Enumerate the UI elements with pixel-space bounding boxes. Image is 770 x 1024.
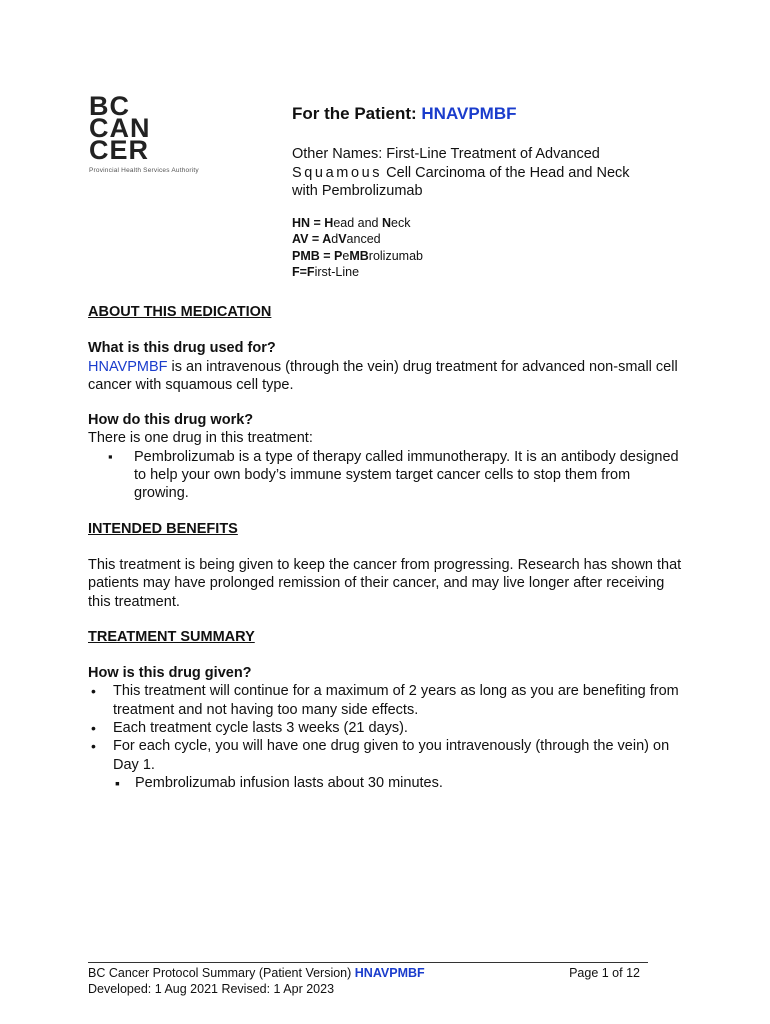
abbreviation-part: rolizumab [368,248,423,263]
section-heading-about: ABOUT THIS MEDICATION [88,304,272,320]
treatment-list [88,682,688,792]
other-names-carcinoma: Cell Carcinoma of the Head and Neck [382,164,630,181]
benefits-text: This treatment is being given to keep the cancer from progressing. Research has shown that patients may have prolonged remission of their cancer, and may live longer after receiving this treatment. [88,556,682,610]
list-item-text: For each cycle, you will have one drug given to you intravenously (through the vein) on Day 1. [113,738,670,773]
document-header [292,103,692,281]
list-item: • Each treatment cycle lasts 3 weeks (21 days). [113,719,688,737]
footer-dates: Developed: 1 Aug 2021 Revised: 1 Apr 2023 [88,981,335,996]
abbreviation-part: HN = H [292,215,334,230]
drug-list [88,448,688,503]
question-how-given: How is this drug given? [88,665,252,682]
question-used-for: What is this drug used for? [88,340,276,357]
abbreviation-part: e [342,248,350,263]
abbreviation-part: PMB = P [292,248,343,263]
footer-protocol-code: HNAVPMBF [354,966,425,980]
logo-line-1: BC [89,91,130,121]
page-title [292,103,692,125]
footer-protocol-prefix: BC Cancer Protocol Summary (Patient Version) [88,966,355,980]
document-body [88,303,688,792]
footer-protocol [88,966,425,982]
section-heading-benefits: INTENDED BENEFITS [88,520,238,537]
abbreviation-part: irst-Line [314,265,360,279]
logo-line-2: CAN [89,113,151,143]
abbreviation-part: MB [349,248,369,263]
other-names-line-2 [292,164,692,183]
abbreviation-item [292,231,692,248]
footer-row-1 [88,966,648,982]
sub-list-item: ▪ Pembrolizumab infusion lasts about 30 minutes. [135,774,688,792]
protocol-code: HNAVPMBF [421,104,517,123]
answer-used-for [88,358,688,395]
abbreviation-part: F=F [292,265,315,279]
abbreviation-part: N [382,215,392,230]
abbreviation-item [292,264,692,281]
page-footer [88,962,648,997]
answer-how-work-intro: There is one drug in this treatment: [88,430,313,447]
abbreviation-item [292,215,692,232]
abbreviation-part: AV = A [292,232,332,246]
answer-protocol-code: HNAVPMBF [88,358,168,375]
list-item [113,737,688,792]
list-item: ▪ Pembrolizumab is a type of therapy called immunotherapy. It is an antibody designed to help your own body’s immune system target cancer cells to stop them from growing. [134,448,688,503]
abbreviation-list [292,215,692,281]
question-how-work: How do this drug work? [88,412,254,429]
logo-subtitle: Provincial Health Services Authority [89,167,199,174]
bc-cancer-logo [89,91,219,174]
abbreviation-part: anced [346,232,381,246]
abbreviation-part: ead and [333,215,382,230]
sub-list [113,774,688,792]
abbreviation-part: d [331,232,339,246]
abbreviation-part: eck [391,215,411,230]
list-item: • This treatment will continue for a maximum of 2 years as long as you are benefiting from treatment and not having too many side effects. [113,682,688,719]
answer-used-for-text: is an intravenous (through the vein) drug treatment for advanced non-small cell cancer with squamous cell type. [88,358,678,393]
other-names-line-1: Other Names: First-Line Treatment of Advanced [292,146,600,162]
logo-line-3: CER [89,135,150,165]
other-names [292,145,692,201]
abbreviation-item [292,248,692,265]
section-heading-summary: TREATMENT SUMMARY [88,628,255,645]
other-names-squamous: Squamous [292,164,383,181]
abbreviation-part: V [338,232,347,246]
other-names-line-3: with Pembrolizumab [292,183,423,199]
title-prefix: For the Patient: [292,104,422,123]
page-number: Page 1 of 12 [569,966,640,980]
